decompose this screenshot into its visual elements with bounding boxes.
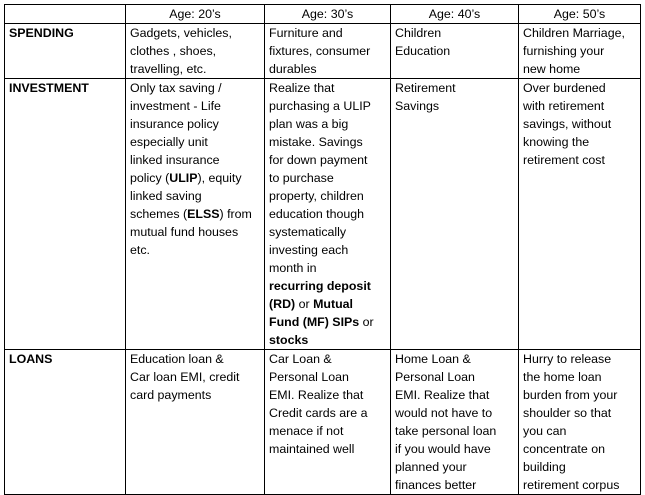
cell-line (269, 350, 386, 368)
cell-text: Realize that (269, 81, 335, 95)
cell-line (523, 60, 636, 78)
cell-text: retirement cost (523, 153, 605, 167)
cell-line (269, 331, 386, 349)
cell-text: mistake. Savings (269, 135, 363, 149)
cell-text: menace if not (269, 424, 344, 438)
cell-line (395, 97, 514, 115)
cell-text: retirement corpus (523, 478, 620, 492)
cell-text: Personal Loan (269, 370, 349, 384)
cell-line (269, 241, 386, 259)
table-cell (519, 79, 641, 350)
cell-line (130, 60, 260, 78)
cell-text: or (359, 315, 374, 329)
cell-text: insurance policy (130, 117, 219, 131)
table-cell (126, 24, 265, 79)
cell-line (523, 133, 636, 151)
table-row-investment (5, 79, 641, 350)
cell-line (130, 79, 260, 97)
cell-line (523, 115, 636, 133)
cell-line (269, 259, 386, 277)
cell-line (269, 205, 386, 223)
cell-text: shoulder so that (523, 406, 612, 420)
cell-text: linked saving (130, 189, 202, 203)
cell-text: EMI. Realize that (269, 388, 364, 402)
cell-line (269, 440, 386, 458)
cell-text: investing each (269, 243, 349, 257)
table-cell (126, 79, 265, 350)
cell-line (130, 97, 260, 115)
cell-text: new home (523, 62, 581, 76)
cell-text: burden from your (523, 388, 618, 402)
cell-line (395, 24, 514, 42)
cell-text: would not have to (395, 406, 493, 420)
cell-text: planned your (395, 460, 467, 474)
header-row (5, 5, 641, 24)
cell-text: Furniture and (269, 26, 343, 40)
cell-line (130, 223, 260, 241)
table-cell (126, 350, 265, 495)
cell-text: Savings (395, 99, 440, 113)
cell-line (523, 42, 636, 60)
cell-line (269, 79, 386, 97)
cell-text: etc. (130, 243, 150, 257)
cell-text: EMI. Realize that (395, 388, 490, 402)
cell-line (395, 422, 514, 440)
cell-line (130, 115, 260, 133)
table-cell (519, 24, 641, 79)
row-label: LOANS (5, 350, 126, 495)
cell-text: travelling, etc. (130, 62, 207, 76)
cell-line (130, 350, 260, 368)
cell-text: education though (269, 207, 365, 221)
cell-line (269, 277, 386, 295)
table-cell (265, 79, 391, 350)
cell-text: Children (395, 26, 442, 40)
cell-text: ) from (219, 207, 252, 221)
cell-line (269, 368, 386, 386)
cell-text: ), equity (197, 171, 242, 185)
cell-text: Retirement (395, 81, 456, 95)
cell-text: policy ( (130, 171, 170, 185)
cell-line (523, 97, 636, 115)
table-row-loans (5, 350, 641, 495)
cell-line (523, 476, 636, 494)
cell-line (395, 386, 514, 404)
cell-text: purchasing a ULIP (269, 99, 371, 113)
cell-text: savings, without (523, 117, 612, 131)
cell-text: maintained well (269, 442, 355, 456)
cell-line (269, 169, 386, 187)
cell-text: Gadgets, vehicles, (130, 26, 232, 40)
header-age-30s: Age: 30’s (265, 5, 391, 24)
cell-text: if you would have (395, 442, 491, 456)
cell-text: to purchase (269, 171, 334, 185)
cell-text: take personal loan (395, 424, 497, 438)
table-cell (391, 79, 519, 350)
table-cell (519, 350, 641, 495)
bold-text: Fund (MF) SIPs (269, 315, 360, 329)
cell-line (130, 42, 260, 60)
cell-line (269, 422, 386, 440)
cell-line (269, 313, 386, 331)
cell-line (130, 368, 260, 386)
cell-text: schemes ( (130, 207, 188, 221)
header-age-40s: Age: 40’s (391, 5, 519, 24)
cell-text: plan was a big (269, 117, 349, 131)
cell-text: Credit cards are a (269, 406, 368, 420)
cell-line (395, 79, 514, 97)
cell-line (523, 404, 636, 422)
cell-line (130, 241, 260, 259)
cell-text: Car loan EMI, credit (130, 370, 240, 384)
table-cell (391, 24, 519, 79)
life-stage-finance-table (4, 4, 641, 495)
cell-text: Education loan & (130, 352, 224, 366)
cell-text: or (295, 297, 314, 311)
cell-text: systematically (269, 225, 347, 239)
cell-text: Only tax saving / (130, 81, 222, 95)
cell-line (395, 476, 514, 494)
cell-line (130, 205, 260, 223)
cell-text: especially unit (130, 135, 208, 149)
cell-text: Car Loan & (269, 352, 332, 366)
bold-text: ULIP (169, 171, 198, 185)
cell-line (523, 386, 636, 404)
cell-line (523, 350, 636, 368)
cell-line (269, 24, 386, 42)
cell-line (395, 404, 514, 422)
cell-line (523, 458, 636, 476)
cell-text: with retirement (523, 99, 605, 113)
cell-line (130, 386, 260, 404)
bold-text: (RD) (269, 297, 296, 311)
cell-text: Over burdened (523, 81, 606, 95)
cell-line (130, 24, 260, 42)
table-cell (391, 350, 519, 495)
cell-text: linked insurance (130, 153, 220, 167)
table-row-spending (5, 24, 641, 79)
cell-line (269, 115, 386, 133)
cell-line (269, 151, 386, 169)
cell-text: furnishing your (523, 44, 605, 58)
cell-line (130, 151, 260, 169)
cell-line (269, 42, 386, 60)
cell-line (523, 440, 636, 458)
bold-text: stocks (269, 333, 309, 347)
cell-text: Children Marriage, (523, 26, 625, 40)
cell-line (269, 404, 386, 422)
header-age-20s: Age: 20’s (126, 5, 265, 24)
cell-text: month in (269, 261, 317, 275)
cell-text: fixtures, consumer (269, 44, 371, 58)
cell-text: property, children (269, 189, 364, 203)
cell-text: Education (395, 44, 451, 58)
bold-text: ELSS (187, 207, 220, 221)
cell-line (130, 187, 260, 205)
header-age-50s: Age: 50’s (519, 5, 641, 24)
cell-text: knowing the (523, 135, 590, 149)
cell-line (269, 187, 386, 205)
cell-line (269, 133, 386, 151)
bold-text: Mutual (313, 297, 353, 311)
cell-text: for down payment (269, 153, 368, 167)
cell-line (395, 42, 514, 60)
cell-text: mutual fund houses (130, 225, 239, 239)
cell-line (523, 368, 636, 386)
cell-text: Hurry to release (523, 352, 612, 366)
cell-line (395, 350, 514, 368)
cell-text: concentrate on (523, 442, 605, 456)
cell-line (523, 151, 636, 169)
row-label: SPENDING (5, 24, 126, 79)
cell-text: clothes , shoes, (130, 44, 217, 58)
cell-text: finances better (395, 478, 477, 492)
row-label: INVESTMENT (5, 79, 126, 350)
cell-line (269, 295, 386, 313)
cell-text: Home Loan & (395, 352, 471, 366)
cell-line (395, 458, 514, 476)
cell-line (130, 133, 260, 151)
bold-text: recurring deposit (269, 279, 371, 293)
cell-text: Personal Loan (395, 370, 475, 384)
cell-line (269, 386, 386, 404)
table-cell (265, 350, 391, 495)
cell-line (130, 169, 260, 187)
cell-line (269, 223, 386, 241)
cell-text: investment - Life (130, 99, 221, 113)
header-cell-empty (5, 5, 126, 24)
cell-text: building (523, 460, 566, 474)
cell-line (523, 24, 636, 42)
table-cell (265, 24, 391, 79)
cell-text: you can (523, 424, 567, 438)
cell-line (523, 422, 636, 440)
cell-text: durables (269, 62, 317, 76)
cell-line (269, 97, 386, 115)
cell-line (269, 60, 386, 78)
cell-line (523, 79, 636, 97)
cell-line (395, 440, 514, 458)
cell-line (395, 368, 514, 386)
cell-text: card payments (130, 388, 212, 402)
cell-text: the home loan (523, 370, 602, 384)
